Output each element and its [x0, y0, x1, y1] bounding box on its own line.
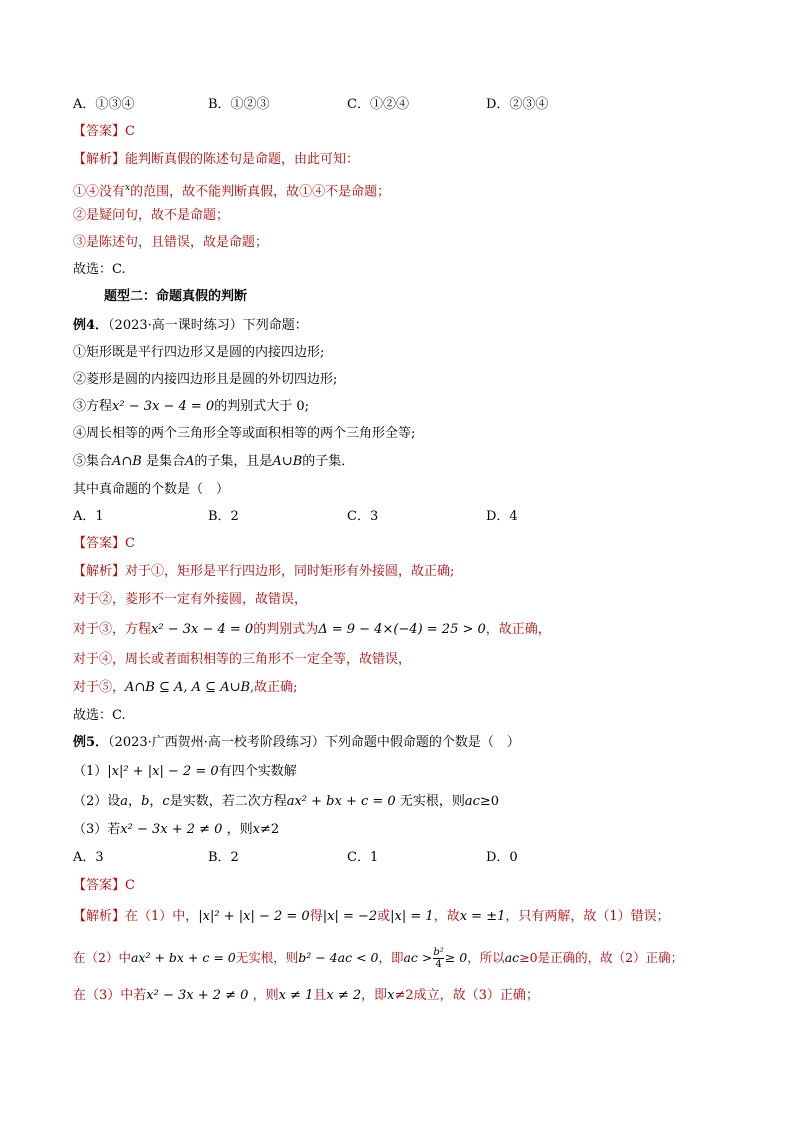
math-expr: b — [141, 794, 150, 809]
example-label: 例5． — [73, 735, 109, 750]
math-expr: ac — [464, 794, 480, 809]
text: 有四个实数解 — [218, 764, 297, 779]
option-b: B．①②③ — [208, 97, 270, 112]
analysis-line — [73, 178, 390, 202]
proposition-3 — [73, 397, 309, 417]
math-expr: ≥ 0 — [444, 950, 468, 965]
analysis-line — [73, 562, 454, 582]
proposition-5 — [73, 452, 354, 472]
proposition-1: ①矩形既是平行四边形又是圆的内接四边形; — [73, 345, 325, 360]
text: （1） — [73, 764, 108, 779]
text: ≥0是正确的，故（2）正确； — [519, 950, 684, 965]
option-d: D．4 — [486, 509, 518, 524]
example-5-header — [73, 733, 520, 753]
text: 是集合 — [146, 454, 186, 469]
option-c: C．1 — [347, 850, 379, 865]
answer-tag: 【答案】 — [73, 878, 126, 893]
option-c: C．①②④ — [347, 97, 409, 112]
math-expr: x² − 3x − 4 = 0 — [151, 622, 254, 637]
text: 且 — [313, 988, 327, 1003]
analysis-line — [73, 907, 670, 927]
text: ≠2成立，故（3）正确； — [394, 988, 539, 1003]
analysis-line: 对于④，周长或者面积相等的三角形不一定全等，故错误， — [73, 652, 412, 667]
text: ,故正确; — [250, 680, 298, 695]
proposition-4: ④周长相等的两个三角形全等或面积相等的两个三角形全等; — [73, 426, 416, 441]
answer-tag: 【答案】 — [73, 536, 126, 551]
math-var: x — [125, 183, 131, 193]
math-expr: Δ = 9 − 4×(−4) = 25 > 0 — [318, 622, 486, 637]
text: 或 — [377, 909, 391, 924]
text: ，即 — [361, 988, 388, 1003]
analysis-line — [73, 150, 359, 170]
text: ⑤集合 — [73, 454, 113, 469]
math-expr: x² − 3x + 2 ≠ 0 — [146, 988, 249, 1003]
text: ，则 — [222, 822, 253, 837]
proposition-1 — [73, 762, 297, 782]
answer-line — [73, 122, 135, 142]
answer-value: C — [125, 878, 135, 893]
option-d: D．②③④ — [486, 97, 549, 112]
analysis-line: ③是陈述句，且错误，故是命题； — [73, 235, 269, 250]
option-c: C．3 — [347, 509, 379, 524]
analysis-line — [73, 947, 683, 970]
text: （3）若 — [73, 822, 121, 837]
answer-line — [73, 534, 135, 554]
math-expr: c — [162, 794, 170, 809]
math-expr: |x|² + |x| − 2 = 0 — [198, 909, 310, 924]
fraction-denominator: 4 — [435, 959, 442, 970]
text: 在（2）中 — [73, 950, 131, 965]
math-expr: A∪B — [272, 454, 303, 469]
text: 的子集，且是 — [194, 454, 273, 469]
text: ≥0 — [479, 794, 500, 809]
analysis-tag: 【解析】 — [73, 909, 126, 924]
text: ，则 — [248, 988, 279, 1003]
math-expr: |x|² + |x| − 2 = 0 — [107, 764, 219, 779]
text: ，故 — [433, 909, 460, 924]
analysis-text: 对于①，矩形是平行四边形，同时矩形有外接圆，故正确; — [125, 564, 455, 579]
answer-value: C — [125, 124, 135, 139]
conclusion-line: 故选：C. — [73, 262, 126, 277]
example-label: 例4． — [73, 318, 109, 333]
text: ，即 — [378, 950, 404, 965]
analysis-line — [73, 620, 551, 640]
option-b: B．2 — [208, 850, 239, 865]
math-expr: x — [387, 988, 395, 1003]
analysis-line — [73, 986, 539, 1006]
math-expr: b² − 4ac < 0 — [298, 950, 379, 965]
math-expr: A∩B ⊆ A, A ⊆ A∪B — [125, 680, 251, 695]
math-expr: |x| = −2 — [322, 909, 378, 924]
option-a: A．1 — [73, 509, 104, 524]
analysis-text: 能判断真假的陈述句是命题，由此可知： — [125, 152, 360, 167]
math-expr: ac — [504, 950, 520, 965]
analysis-tag: 【解析】 — [73, 152, 126, 167]
conclusion-line: 故选：C. — [73, 708, 126, 723]
option-d: D．0 — [486, 850, 518, 865]
proposition-2: ②菱形是圆的内接四边形且是圆的外切四边形; — [73, 372, 338, 387]
option-a: A．3 — [73, 850, 104, 865]
math-expr: x = ±1 — [459, 909, 506, 924]
proposition-2 — [73, 792, 499, 812]
answer-line — [73, 876, 135, 896]
math-expr: ac > — [403, 950, 433, 965]
text: 对于⑤， — [73, 680, 126, 695]
example-source: （2023·广西贺州·高一校考阶段练习）下列命题中假命题的个数是（ ） — [108, 735, 520, 750]
math-expr: a — [120, 794, 129, 809]
example-source: （2023·高一课时练习）下列命题： — [108, 318, 308, 333]
text: ， — [128, 794, 142, 809]
analysis-line: 对于②，菱形不一定有外接圆，故错误， — [73, 592, 308, 607]
math-expr: x — [252, 822, 260, 837]
text: ≠2 — [259, 822, 280, 837]
math-expr: ax² + bx + c = 0 — [130, 950, 236, 965]
text: ， — [149, 794, 163, 809]
text: 在（3）中若 — [73, 988, 147, 1003]
text: ，所以 — [467, 950, 505, 965]
analysis-line — [73, 678, 298, 698]
text: 无实根，则 — [235, 950, 299, 965]
math-expr: x ≠ 2 — [326, 988, 362, 1003]
analysis-line: ②是疑问句，故不是命题； — [73, 208, 230, 223]
section-title: 题型二：命题真假的判断 — [104, 289, 248, 304]
answer-tag: 【答案】 — [73, 124, 126, 139]
math-expr: x² − 3x + 2 ≠ 0 — [120, 822, 223, 837]
option-b: B．2 — [208, 509, 239, 524]
text: ，只有两解，故（1）错误； — [505, 909, 670, 924]
text: ③方程 — [73, 399, 113, 414]
fraction — [433, 947, 443, 970]
math-expr: |x| = 1 — [390, 909, 434, 924]
text: 的判别式为 — [253, 622, 319, 637]
analysis-text: ①④没有 — [73, 184, 126, 200]
fraction-numerator: b² — [433, 947, 444, 958]
answer-value: C — [125, 536, 135, 551]
option-a: A．①③④ — [73, 97, 135, 112]
text: 对于③，方程 — [73, 622, 152, 637]
text: 无实根，则 — [395, 794, 465, 809]
text: 的判别式大于 0; — [214, 399, 309, 414]
text: 得 — [309, 909, 323, 924]
text: 的子集． — [302, 454, 355, 469]
text: （2）设 — [73, 794, 121, 809]
math-expr: x ≠ 1 — [278, 988, 314, 1003]
text: 在（1）中， — [125, 909, 199, 924]
math-expr: ax² + bx + c = 0 — [286, 794, 396, 809]
math-expr: x² − 3x − 4 = 0 — [112, 399, 215, 414]
math-expr: A∩B — [112, 454, 142, 469]
proposition-3 — [73, 820, 279, 840]
math-expr: A — [185, 454, 195, 469]
analysis-text: 的范围，故不能判断真假，故①④不是命题； — [130, 184, 391, 200]
question-line: 其中真命题的个数是（ ） — [73, 482, 230, 497]
analysis-tag: 【解析】 — [73, 564, 126, 579]
text: ，故正确， — [485, 622, 551, 637]
example-4-header — [73, 316, 308, 336]
text: 是实数，若二次方程 — [169, 794, 287, 809]
